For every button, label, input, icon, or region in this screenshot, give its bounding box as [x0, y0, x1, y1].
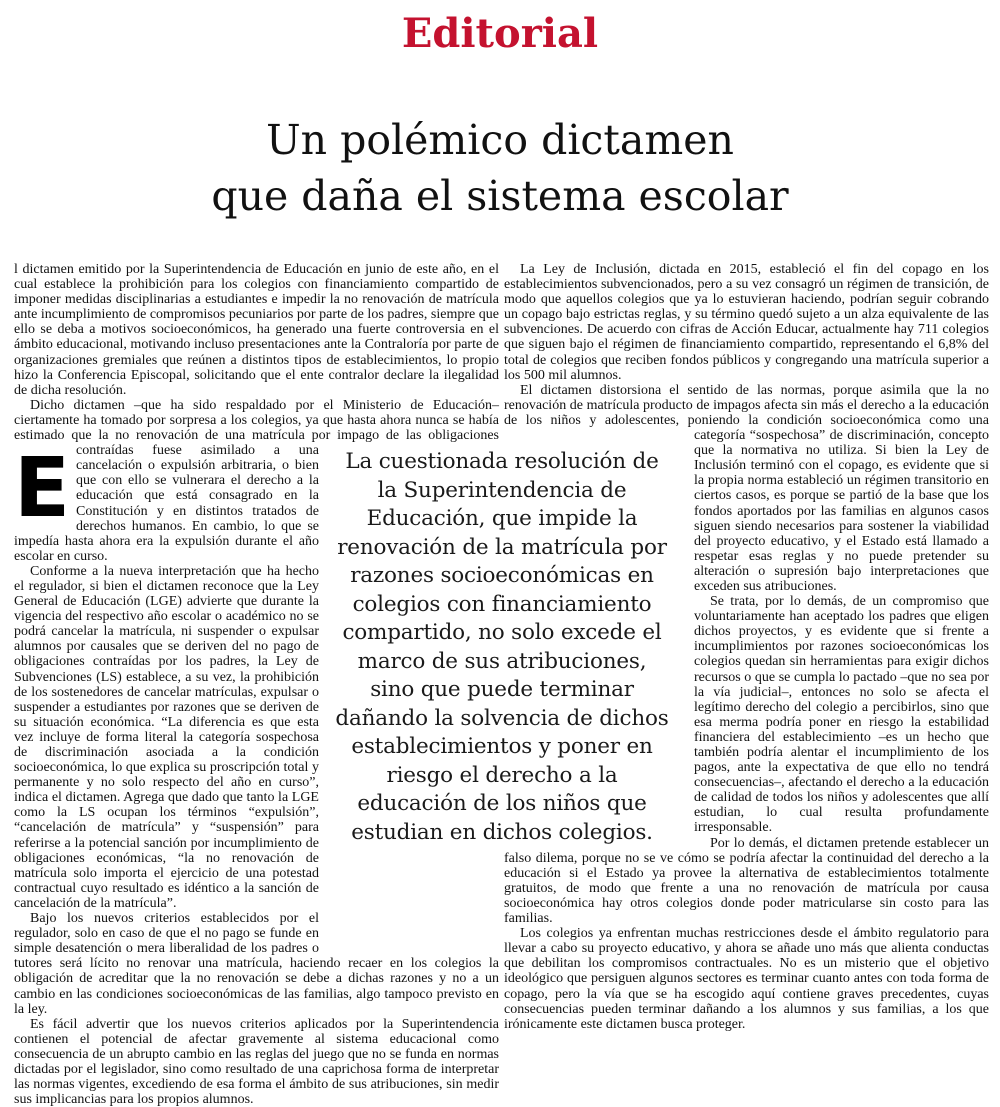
paragraph-3: Conforme a la nueva interpretación que ha hecho el regulador, si bien el dictamen reconoce que la Ley General de Educación (LGE) advierte que durante la vigencia del respectivo año escolar o académico no se podrá cancelar la matrícula, ni suspender o expulsar alumnos por causales que se deriven del no pago de obligaciones contraídas por los padres, la Ley de Subvenciones (LS) establece, a su vez, la prohibición de los sostenedores de cancelar matrículas, expulsar o suspender a estudiantes por razones que se deriven de su situación económica. “La diferencia es que esta vez incluye de forma literal la categoría sospechosa de discriminación asociada a la condición socioeconómica, lo que explica su proscripción total y permanente y no solo respecto del año en curso”, indica el dictamen. Agrega que dado que tanto la LGE como la LS ocupan los términos “expulsión”, “cancelación de matrícula” y “suspensión” para referirse a la potencial sanción por incumplimiento de obligaciones económicas, “la no renovación de matrícula solo importa el ejercicio de una potestad contractual cuyo resultado es idéntico a la sanción de cancelación de la matrícula”. — [14, 563, 319, 911]
paragraph-10: Los colegios ya enfrentan muchas restricciones desde el ámbito regulatorio para llevar a cabo su proyecto educativo, y ahora se añade uno más que alienta conductas que debilitan los compromisos contractuales. No es un misterio que el objetivo ideológico que persiguen algunos sectores es terminar cuanto antes con toda forma de copago, pero la vía que se ha escogido aquí contiene graves precedentes, cuyas consecuencias pueden terminar dañando a los alumnos y sus familias, a los que irónicamente este dictamen busca proteger. — [504, 926, 989, 1032]
paragraph-9: Por lo demás, el dictamen pretende establecer un falso dilema, porque no se ve cómo se podría afectar la continuidad del derecho a la educación si el Estado ya provee la alternativa de establecimientos totalmente gratuitos, de modo que frente a una no renovación de matrícula por causa socioeconómica hay otros colegios donde poder matricularse sin costo para las familias. — [504, 835, 989, 927]
drop-cap: E — [14, 441, 71, 536]
paragraph-8: Se trata, por lo demás, de un compromiso que voluntariamente han aceptado los padres que eligen dichos proyectos, y es evidente que si frente a incumplimientos por razones socioeconómicas los colegios quedan sin herramientas para exigir dichos recursos o que se cumpla lo pactado –que no sea por la vía judicial–, entonces no solo se afecta el legítimo derecho del colegio a percibirlos, sino que esa merma podría poner en riesgo la estabilidad financiera del establecimiento –es un hecho que también podría alentar el incumplimiento de los pagos, ante la expectativa de que ello no tendrá consecuencias–, afectando el derecho a la educación de calidad de todos los niños y adolescentes que allí estudian, lo cual resulta profundamente irresponsable. — [694, 594, 989, 836]
headline — [0, 112, 1000, 224]
paragraph-2: Dicho dictamen –que ha sido respaldado por el Ministerio de Educación– ciertamente ha tomado por sorpresa a los colegios, ya que hasta ahora nunca se había estimado que la no renovación de una matrícula por impago de las obligaciones contraídas fuese asimilado a una cancelación o expulsión arbitraria, o bien que con ello se vulnerara el derecho a la educación que está consagrado en la Constitución y en distintos tratados de derechos humanos. En cambio, lo que se impedía hasta ahora era la expulsión durante el año escolar en curso. — [14, 397, 499, 564]
paragraph-5: Es fácil advertir que los nuevos criterios aplicados por la Superintendencia contienen el potencial de afectar gravemente al sistema educacional como consecuencia de un abrupto cambio en las reglas del juego que no se funda en normas dictadas por el legislador, sino como resultado de una caprichosa forma de interpretar las normas vigentes, excediendo de esa forma el ámbito de sus atribuciones, sin medir sus implicancias para los propios alumnos. — [14, 1016, 499, 1107]
paragraph-7: El dictamen distorsiona el sentido de las normas, porque asimila que la no renovación de matrícula producto de impagos afecta sin más el derecho a la educación de los niños y adolescentes, poniendo la condición socioeconómica como una categoría “sospechosa” de discriminación, concepto que la normativa no utiliza. Si bien la Ley de Inclusión terminó con el copago, es evidente que si la propia norma estableció un régimen transitorio en ciertos casos, es porque se partió de la base que los fondos aportados por las familias en algunos casos siguen siendo necesarios para sostener la viabilidad del proyecto educativo, y el Estado está llamado a respetar esas reglas y no puede pretender su alteración o supresión bajo interpretaciones que exceden sus atribuciones. — [504, 382, 989, 594]
headline-line-2: que daña el sistema escolar — [211, 172, 789, 220]
section-label: Editorial — [401, 10, 599, 57]
paragraph-1: E l dictamen emitido por la Superintendencia de Educación en junio de este año, en el cual establece la prohibición para los colegios con financiamiento compartido de imponer medidas disciplinarias a estudiantes e impedir la no renovación de matrícula ante incumplimiento de compromisos pecuniarios por parte de los padres, siempre que ello se deba a motivos socioeconómicos, ha generado una fuerte controversia en el ámbito educacional, motivando incluso presentaciones ante la Contraloría por parte de organizaciones gremiales que reúnen a distintos tipos de establecimientos, lo propio hizo la Conferencia Episcopal, solicitando que el ente contralor declare la ilegalidad de dicha resolución. — [14, 262, 499, 536]
paragraph-4: Bajo los nuevos criterios establecidos por el regulador, solo en caso de que el no pago se funde en simple desatención o mera liberalidad de los padres o tutores será lícito no renovar una matrícula, haciendo recaer en los colegios la obligación de acreditar que la no renovación se debe a dichas razones y no a un cambio en las condiciones socioeconómicas de las familias, algo tampoco previsto en la ley. — [14, 911, 499, 1017]
pull-quote: La cuestionada resolución de la Superintendencia de Educación, que impide la renovación de la matrícula por razones socioeconómicas en colegios con financiamiento compartido, no solo excede el marco de sus atribuciones, sino que puede terminar dañando la solvencia de dichos establecimientos y poner en riesgo el derecho a la educación de los niños que estudian en dichos colegios. — [334, 448, 670, 847]
headline-line-1: Un polémico dictamen — [266, 116, 734, 164]
paragraph-6: La Ley de Inclusión, dictada en 2015, estableció el fin del copago en los establecimientos subvencionados, pero a su vez consagró un régimen de transición, de modo que aquellos colegios que ya lo estuvieran haciendo, podrían seguir cobrando un copago bajo estrictas reglas, y su término quedó sujeto a un alza equivalente de las subvenciones. De acuerdo con cifras de Acción Educar, actualmente hay 711 colegios que siguen bajo el régimen de financiamiento compartido, representando el 6,8% del total de colegios que reciben fondos públicos y congregando una matrícula superior a los 500 mil alumnos. — [504, 262, 989, 383]
